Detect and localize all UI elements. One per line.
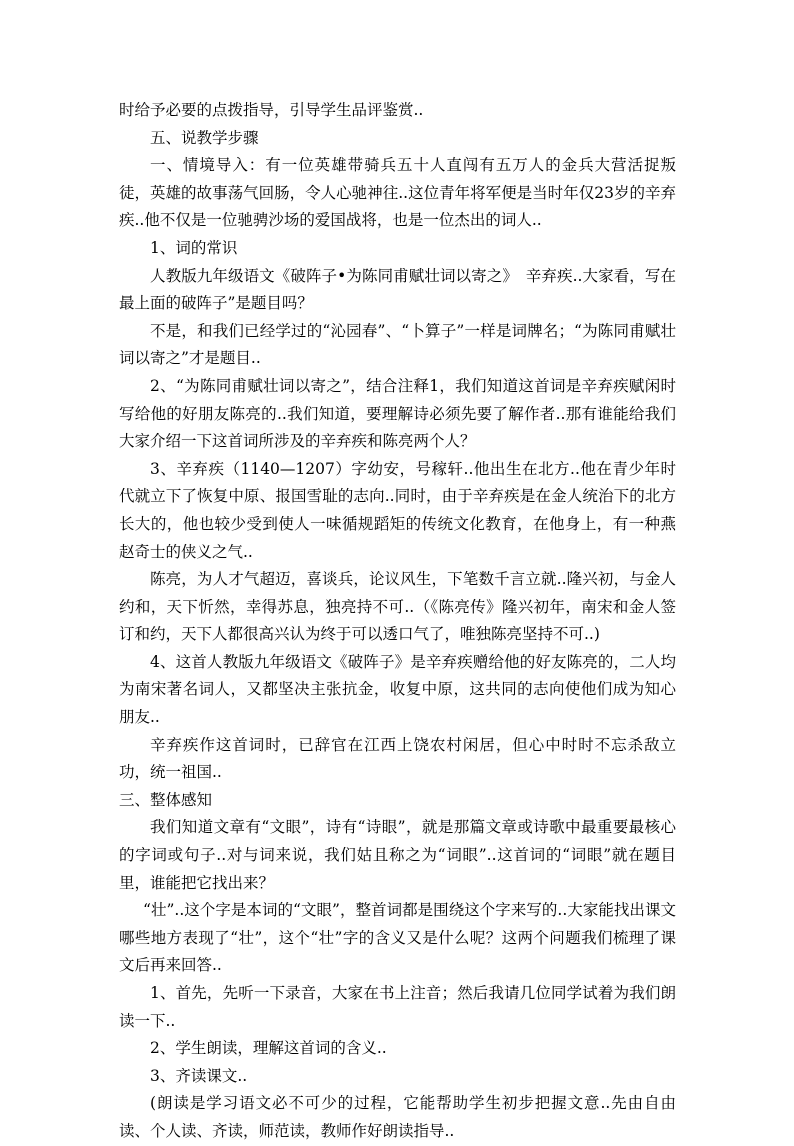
paragraph: (朗读是学习语文必不可少的过程，它能帮助学生初步把握文意..先由自由读、个人读、齐读，师范读，教师作好朗读指导..: [119, 1094, 676, 1140]
paragraph: 一、情境导入：有一位英雄带骑兵五十人直闯有五万人的金兵大营活捉叛徒，英雄的故事荡气回肠，令人心驰神往..这位青年将军便是当时年仅23岁的辛弃疾..他不仅是一位驰骋沙场的爱国战将，也是一位杰出的词人..: [119, 156, 676, 230]
paragraph: 不是，和我们已经学过的“沁园春”、“卜算子”一样是词牌名；“为陈同甫赋壮词以寄之”才是题目..: [119, 321, 676, 368]
paragraph: 3、辛弃疾（1140—1207）字幼安，号稼轩..他出生在北方..他在青少年时代就立下了恢复中原、报国雪耻的志向..同时，由于辛弃疾是在金人统治下的北方长大的，他也较少受到使人一味循规蹈矩的传统文化教育，在他身上，有一种燕赵奇士的侠义之气..: [119, 459, 676, 561]
paragraph: 陈亮，为人才气超迈，喜谈兵，论议风生，下笔数千言立就..隆兴初，与金人约和，天下忻然，幸得苏息，独亮持不可..（《陈亮传》隆兴初年，南宋和金人签订和约，天下人都很高兴认为终于可以透口气了，唯独陈亮坚持不可..): [119, 570, 676, 644]
paragraph: 3、齐读课文..: [150, 1066, 248, 1085]
document-body: [119, 97, 676, 1146]
paragraph: 辛弃疾作这首词时，已辞官在江西上饶农村闲居，但心中时时不忘杀敌立功，统一祖国..: [119, 735, 676, 782]
paragraph: 我们知道文章有“文眼”，诗有“诗眼”，就是那篇文章或诗歌中最重要最核心的字词或句子..对与词来说，我们姑且称之为“词眼”..这首词的“词眼”就在题目里，谁能把它找出来？: [119, 818, 676, 892]
paragraph: 2、“为陈同甫赋壮词以寄之”，结合注释1，我们知道这首词是辛弃疾赋闲时写给他的好朋友陈亮的..我们知道，要理解诗必须先要了解作者..那有谁能给我们大家介绍一下这首词所涉及的辛弃疾和陈亮两个人？: [119, 376, 676, 451]
section-heading: 三、整体感知: [119, 790, 213, 809]
subsection-heading: 1、词的常识: [150, 238, 238, 257]
section-heading: 五、说教学步骤: [150, 128, 259, 147]
paragraph: 时给予必要的点拨指导，引导学生品评鉴赏..: [119, 101, 424, 119]
paragraph: 4、这首人教版九年级语文《破阵子》是辛弃疾赠给他的好友陈亮的，二人均为南宋著名词人，又都坚决主张抗金，收复中原，这共同的志向使他们成为知心朋友..: [119, 652, 676, 727]
paragraph: 人教版九年级语文《破阵子•为陈同甫赋壮词以寄之》 辛弃疾..大家看，写在最上面的破阵子”是题目吗？: [119, 266, 676, 313]
paragraph: 2、学生朗读，理解这首词的含义..: [150, 1039, 387, 1058]
paragraph: 1、首先，先听一下录音，大家在书上注音；然后我请几位同学试着为我们朗读一下..: [119, 984, 676, 1030]
paragraph: “壮”..这个字是本词的“文眼”，整首词都是围绕这个字来写的..大家能找出课文哪些地方表现了“壮”，这个“壮”字的含义又是什么呢？这两个问题我们梳理了课文后再来回答..: [119, 901, 676, 975]
